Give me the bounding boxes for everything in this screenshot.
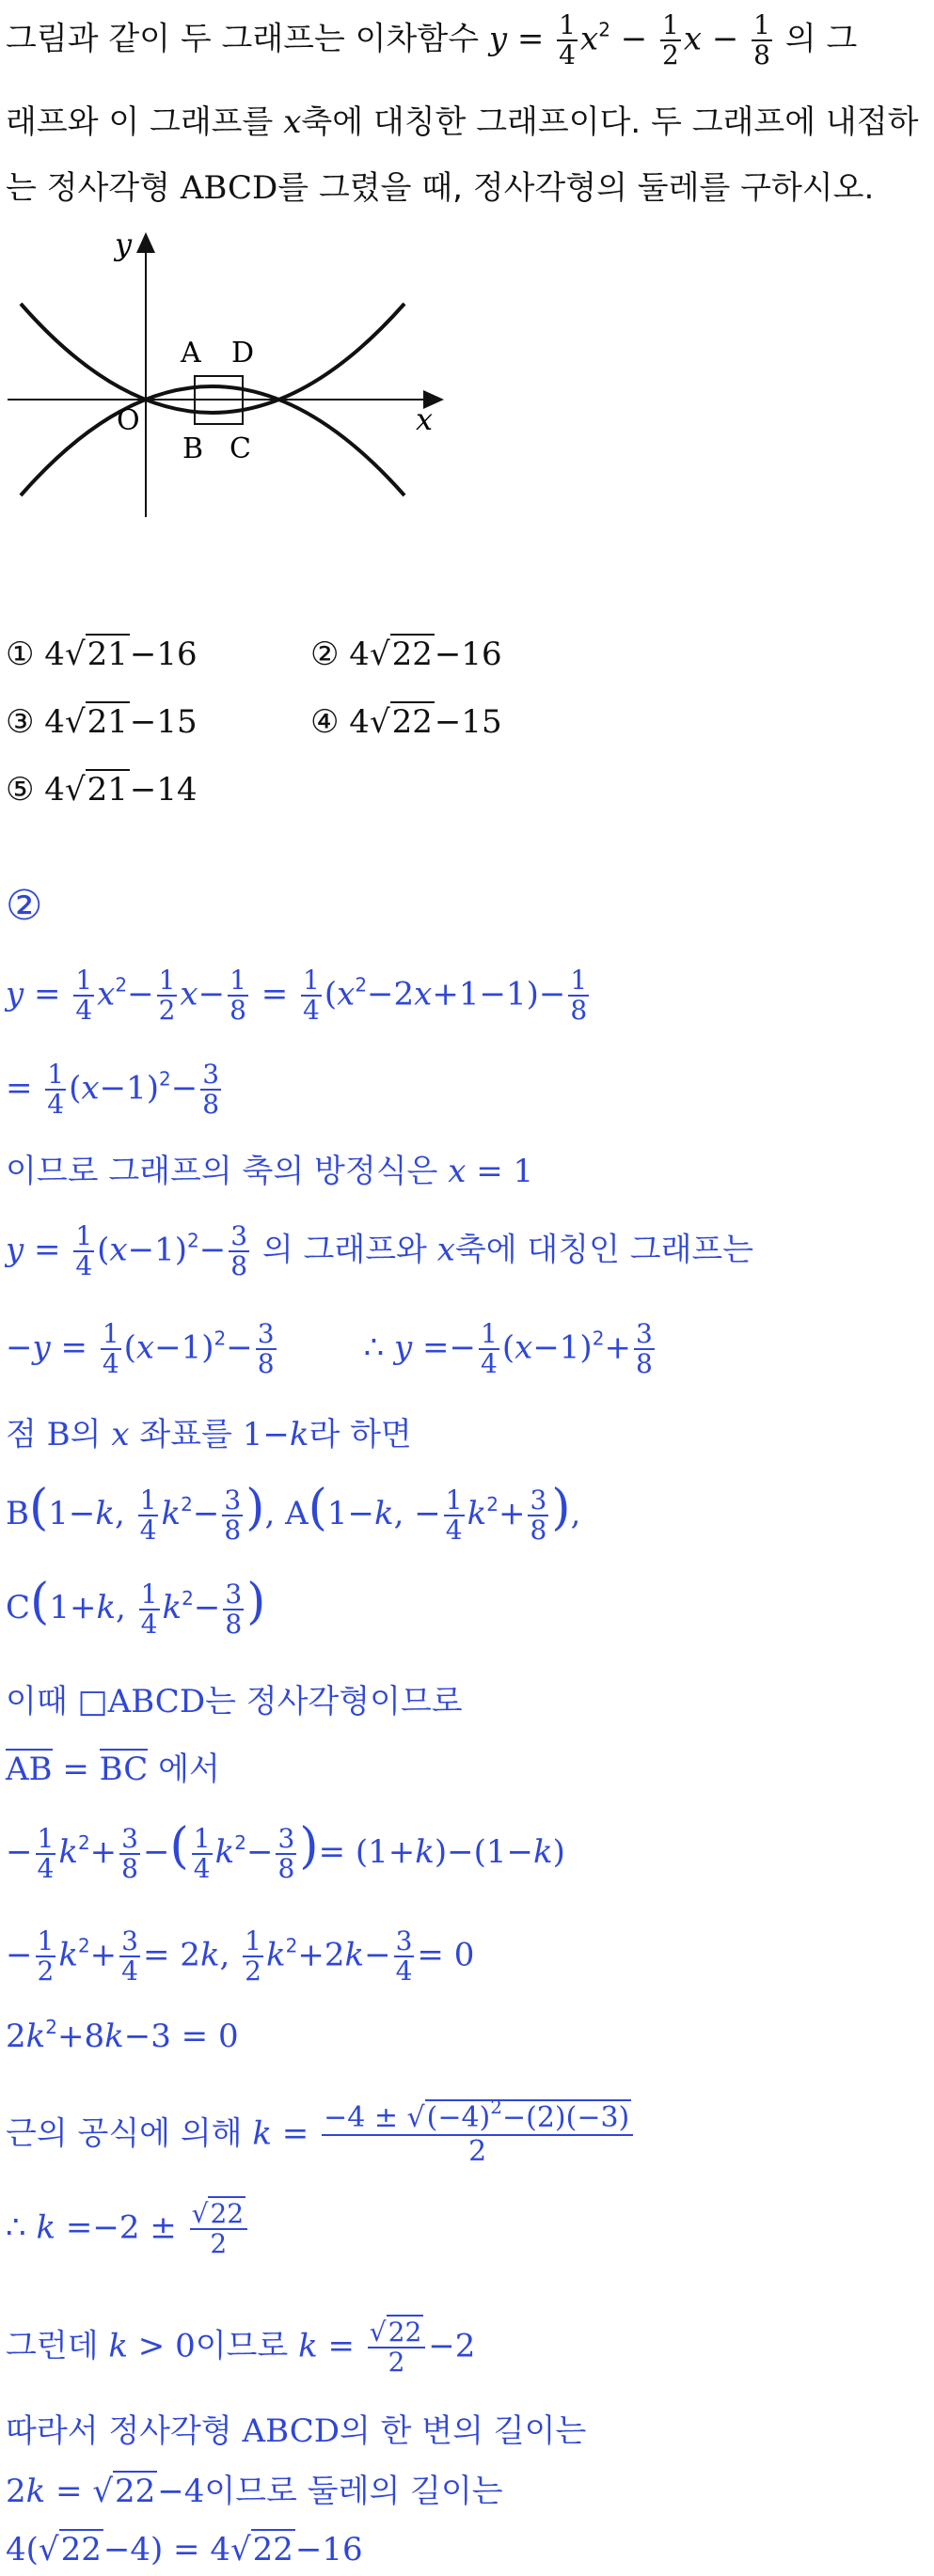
frac-1-8: $\frac{1}{8}$ bbox=[753, 9, 770, 71]
choice-5[interactable]: ⑤ 4√21−14 bbox=[6, 771, 198, 809]
parabola-figure bbox=[0, 221, 451, 531]
eq-y: y = bbox=[488, 20, 555, 58]
upper-parabola bbox=[21, 304, 404, 413]
sol-line-11: − $\frac{1}{4}$ $k^2+$ $\frac{3}{8}$ −( $\frac{1}{4}$ $k^2-$ $\frac{3}{8}$ )= (1+k)−(1−k) bbox=[6, 1818, 565, 1884]
sol-line-4: y = $\frac{1}{4}$ $(x-1)^2-$ $\frac{3}{8}$ 의 그래프와 x축에 대칭인 그래프는 bbox=[6, 1220, 754, 1281]
choice-2[interactable]: ② 4√22−16 bbox=[310, 636, 502, 673]
question-line-3: 는 정사각형 ABCD를 그렸을 때, 정사각형의 둘레를 구하시오. bbox=[6, 169, 875, 207]
sol-line-12: − $\frac{1}{2}$ $k^2+$ $\frac{3}{4}$ = 2k, $\frac{1}{2}$ $k^2+2k-$ $\frac{3}{4}$ = 0 bbox=[6, 1925, 475, 1987]
label-a: A bbox=[181, 337, 201, 369]
label-c: C bbox=[230, 432, 251, 465]
sol-line-19: 4(√22−4) = 4√22−16 bbox=[6, 2531, 363, 2568]
label-d: D bbox=[231, 337, 255, 369]
sol-line-14: 근의 공식에 의해 k = $\frac{-4 \pm √(-4)^2-(2)(-3)}{2}$ bbox=[6, 2102, 636, 2168]
lower-parabola bbox=[21, 386, 404, 495]
sol-line-13: $2k^2+8k-3 = 0$ bbox=[6, 2016, 239, 2055]
sol-line-7: B(1−k, $\frac{1}{4}$ $k^2-$ $\frac{3}{8}$ ), A(1−k, − $\frac{1}{4}$ $k^2+$ $\frac{3}{8}$ ), bbox=[6, 1480, 581, 1546]
answer-mark: ② bbox=[6, 882, 43, 930]
sol-line-9: 이때 □ABCD는 정사각형이므로 bbox=[6, 1683, 463, 1720]
choice-1[interactable]: ① 4√21−16 bbox=[6, 636, 198, 673]
sol-line-3: 이므로 그래프의 축의 방정식은 x = 1 bbox=[6, 1153, 534, 1190]
x-axis-label: x bbox=[416, 401, 434, 437]
sol-line-6: 점 B의 x 좌표를 1−k라 하면 bbox=[6, 1416, 412, 1453]
choice-4[interactable]: ④ 4√22−15 bbox=[310, 703, 502, 741]
frac-1-4: $\frac{1}{4}$ bbox=[559, 9, 576, 71]
sol-line-18: 2k = √22−4이므로 둘레의 길이는 bbox=[6, 2473, 503, 2510]
y-axis-label: y bbox=[115, 227, 133, 262]
question-line-1: 그림과 같이 두 그래프는 이차함수 y = $\frac{1}{4}$ $x^2$ − $\frac{1}{2}$ x − $\frac{1}{8}$ 의 그 bbox=[6, 9, 858, 71]
question-line-2: 래프와 이 그래프를 x축에 대칭한 그래프이다. 두 그래프에 내접하 bbox=[6, 103, 919, 141]
sol-line-16: 그런데 k > 0이므로 k = $\frac{√22}{2}$ −2 bbox=[6, 2317, 476, 2378]
sol-line-5: −y = $\frac{1}{4}$ $(x-1)^2-$ $\frac{3}{8}$ ∴ y =− $\frac{1}{4}$ $(x-1)^2+$ $\frac{3}{8}$ bbox=[6, 1318, 653, 1379]
origin-label: O bbox=[117, 404, 140, 437]
frac-1-2: $\frac{1}{2}$ bbox=[662, 9, 679, 71]
sol-line-17: 따라서 정사각형 ABCD의 한 변의 길이는 bbox=[6, 2412, 587, 2450]
sol-line-8: C(1+k, $\frac{1}{4}$ $k^2-$ $\frac{3}{8}$ ) bbox=[6, 1574, 266, 1640]
sol-line-1: y = $\frac{1}{4}$ $x^2-$ $\frac{1}{2}$ x− $\frac{1}{8}$ = $\frac{1}{4}$ $(x^2-2x+1-1)-$ $\frac{1}{8}$ bbox=[6, 965, 588, 1026]
label-b: B bbox=[182, 432, 204, 465]
sol-line-10: AB = BC 에서 bbox=[6, 1751, 220, 1788]
sol-line-15: ∴ k =−2 ± $\frac{√22}{2}$ bbox=[6, 2200, 250, 2258]
choice-3[interactable]: ③ 4√21−15 bbox=[6, 703, 198, 741]
sol-line-2: = $\frac{1}{4}$ $(x-1)^2-$ $\frac{3}{8}$ bbox=[6, 1059, 220, 1120]
